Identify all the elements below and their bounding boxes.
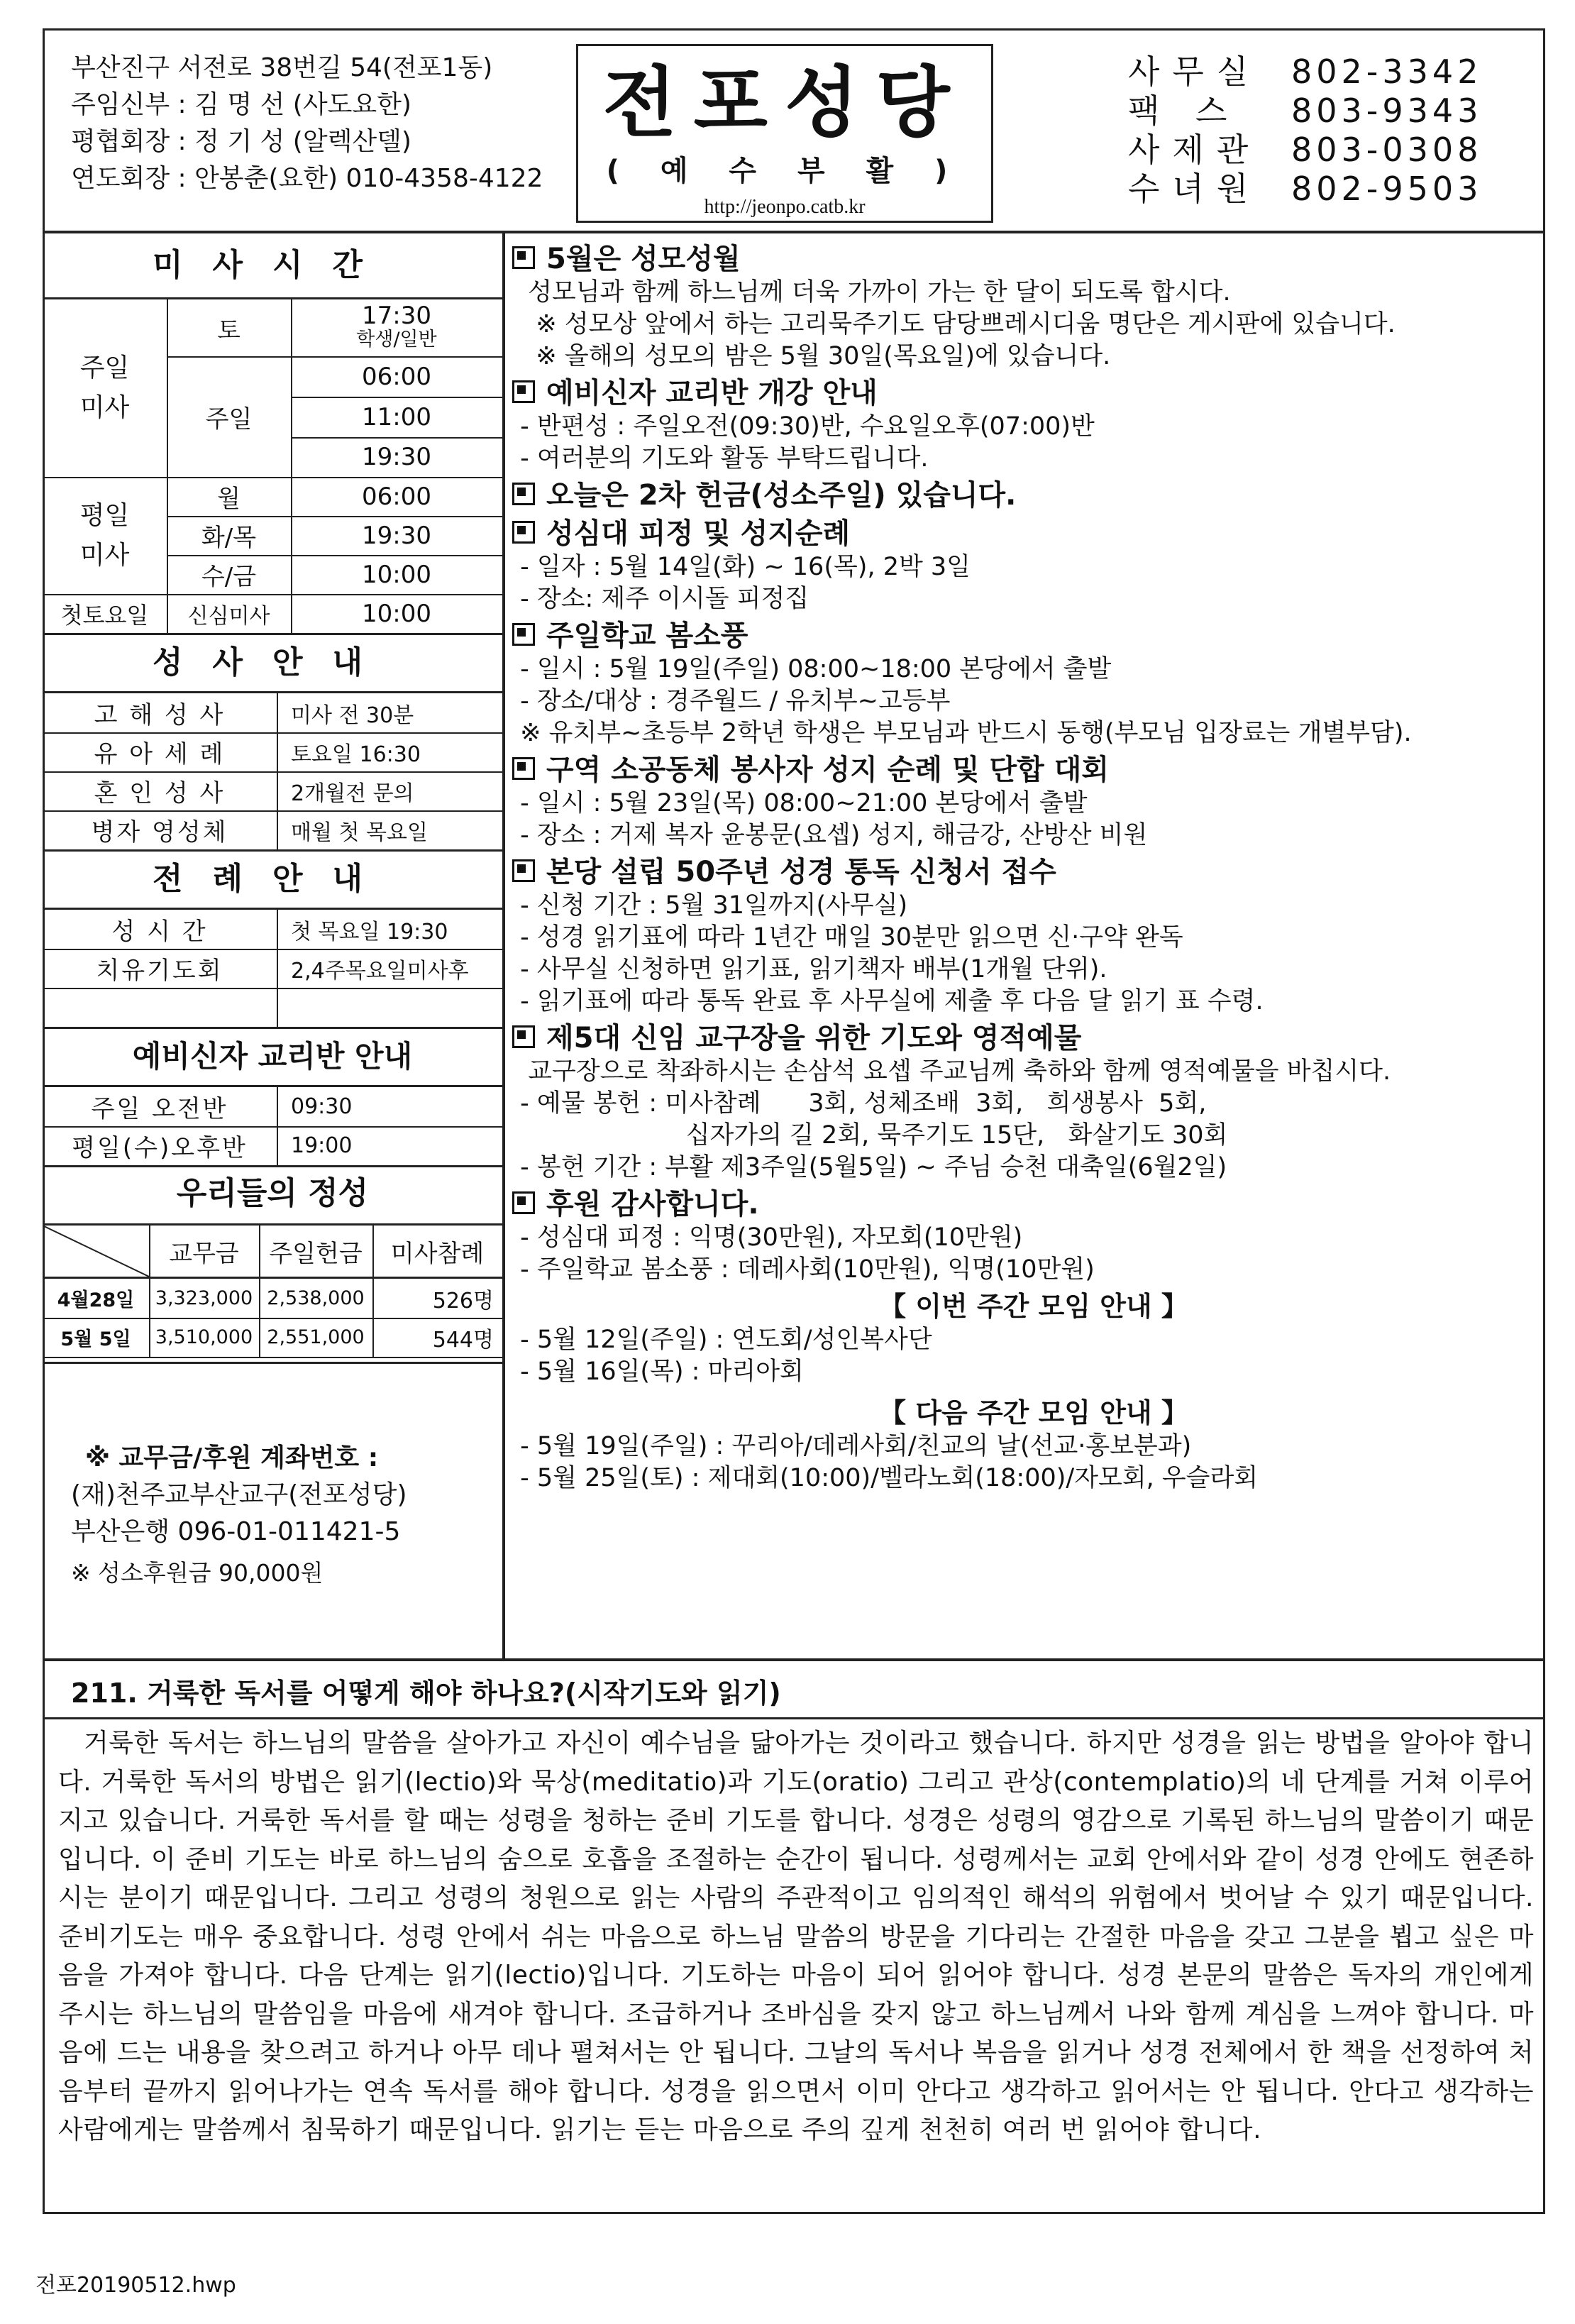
- essay-title-text: 211. 거룩한 독서를 어떻게 해야 하나요?(시작기도와 읽기): [71, 1678, 781, 1709]
- first-sat-type: 신심미사: [187, 603, 270, 629]
- notice-item: [512, 854, 1555, 1018]
- contact-number: 803-0308: [1291, 131, 1483, 169]
- offering-sunday: 2,538,000: [267, 1287, 365, 1309]
- this-week-meeting: - 5월 12일(주일) : 연도회/성인복사단: [512, 1326, 932, 1354]
- parish-title: 전포성당: [602, 58, 967, 148]
- sat-time-value: 17:30: [362, 302, 431, 330]
- offering-sunday: 2,551,000: [267, 1326, 365, 1348]
- sun-time-2: 11:00: [362, 402, 431, 431]
- contact-label: 팩 스: [1128, 92, 1240, 130]
- next-week-meeting: - 5월 25일(토) : 제대회(10:00)/벨라노회(18:00)/자모회, 우슬라회: [512, 1464, 1259, 1492]
- contact-label: 사제관: [1128, 131, 1261, 169]
- notice-heading: [512, 618, 1555, 654]
- col-divider: [372, 1226, 374, 1358]
- notice-title: 본당 설립 50주년 성경 통독 신청서 접수: [546, 856, 1056, 888]
- notice-heading: [512, 241, 1555, 277]
- weekday-mass-label: [43, 477, 167, 594]
- account-number: 부산은행 096-01-011421-5: [71, 1517, 401, 1546]
- square-bullet-icon: [512, 483, 535, 505]
- weekday-1-time: 06:00: [362, 482, 431, 511]
- next-week-meetings-title: 【 다음 주간 모임 안내 】: [879, 1397, 1188, 1428]
- row-value: 09:30: [291, 1094, 353, 1119]
- notice-item: [512, 478, 1555, 513]
- offering-date: 4월28일: [57, 1289, 135, 1311]
- notice-heading: [512, 478, 1555, 513]
- notice-item: [512, 618, 1555, 749]
- notice-heading: [512, 516, 1555, 551]
- col-divider: [259, 1226, 260, 1358]
- notice-line: - 장소: 제주 이시돌 피정집: [512, 585, 809, 613]
- council-president: 평협회장 : 정 기 성 (알렉산델): [71, 127, 411, 156]
- notice-line: - 신청 기간 : 5월 31일까지(사무실): [512, 891, 908, 920]
- notice-title: 후원 감사합니다.: [546, 1188, 759, 1221]
- row-divider: [43, 988, 502, 989]
- notice-heading: [512, 752, 1555, 788]
- contact-row: [1128, 53, 1482, 92]
- notice-line: - 장소 : 거제 복자 윤봉문(요셉) 성지, 해금강, 산방산 비원: [512, 821, 1148, 849]
- notice-heading: [512, 1186, 1555, 1222]
- col-divider: [277, 910, 278, 1027]
- square-bullet-icon: [512, 757, 535, 780]
- row-name: 평일(수)오후반: [72, 1134, 248, 1162]
- header-info: [71, 50, 543, 197]
- first-sat-label: 첫토요일: [60, 601, 149, 629]
- notice-line: - 반편성 : 주일오전(09:30)반, 수요일오후(07:00)반: [512, 412, 1095, 441]
- weekday-3-time: 10:00: [362, 560, 431, 589]
- contact-label: 사무실: [1128, 53, 1261, 91]
- diagonal-header-cell: [43, 1226, 149, 1277]
- sat-label: 토: [217, 316, 241, 345]
- notice-item: [512, 516, 1555, 615]
- row-name: 병자 영성체: [91, 818, 228, 847]
- essay-divider: [43, 1658, 1545, 1661]
- sacrament-table: [43, 693, 502, 849]
- address: 부산진구 서전로 38번길 54(전포1동): [71, 53, 493, 82]
- notice-title: 구역 소공동체 봉사자 성지 순례 및 단합 대회: [546, 754, 1109, 786]
- left-column: [43, 233, 502, 1658]
- col-divider: [277, 1087, 278, 1165]
- contact-row: [1128, 170, 1482, 209]
- pastor: 주임신부 : 김 명 선 (사도요한): [71, 90, 411, 119]
- notice-line: - 봉헌 기간 : 부활 제3주일(5월5일) ~ 주님 승천 대축일(6월2일): [512, 1153, 1227, 1182]
- row-value: 첫 목요일 19:30: [291, 919, 448, 945]
- this-week-meeting: - 5월 16일(목) : 마리아회: [512, 1357, 804, 1386]
- weekday-1-day: 월: [217, 485, 241, 513]
- liturgy-title: 전례안내: [152, 861, 392, 897]
- row-divider: [43, 1126, 502, 1128]
- notice-line: ※ 성모상 앞에서 하는 고리묵주기도 담당쁘레시디움 명단은 게시판에 있습니다.: [512, 310, 1396, 338]
- square-bullet-icon: [512, 1191, 535, 1214]
- row-value: 2개월전 문의: [291, 781, 414, 806]
- notice-title: 5월은 성모성월: [546, 243, 741, 275]
- notice-line: - 예물 봉헌 : 미사참례 3회, 성체조배 3회, 희생봉사 5회,: [512, 1089, 1207, 1118]
- square-bullet-icon: [512, 1025, 535, 1048]
- row-value: 2,4주목요일미사후: [291, 958, 469, 984]
- notice-line: - 주일학교 봄소풍 : 데레사회(10만원), 익명(10만원): [512, 1255, 1095, 1284]
- weekday-mass-label-text: 평일 미사: [79, 500, 130, 570]
- notice-item: [512, 375, 1555, 475]
- notice-item: [512, 241, 1555, 373]
- notice-line: - 여러분의 기도와 활동 부탁드립니다.: [512, 444, 929, 473]
- row-divider: [43, 771, 502, 773]
- notice-line: - 사무실 신청하면 읽기표, 읽기책자 배부(1개월 단위).: [512, 955, 1107, 984]
- contact-list: [1128, 53, 1482, 209]
- sun-time-1: 06:00: [362, 362, 431, 391]
- notice-line: - 일자 : 5월 14일(화) ~ 16(목), 2박 3일: [512, 553, 971, 581]
- next-week-meeting: - 5월 19일(주일) : 꾸리아/데레사회/친교의 날(선교·홍보분과): [512, 1432, 1192, 1460]
- notice-column: [512, 241, 1555, 1494]
- row-name: 고 해 성 사: [94, 701, 226, 729]
- contact-row: [1128, 92, 1482, 131]
- account-info: [71, 1440, 497, 1592]
- liturgy-table: [43, 910, 502, 1027]
- square-bullet-icon: [512, 623, 535, 646]
- notice-line: - 장소/대상 : 경주월드 / 유치부~고등부: [512, 687, 951, 715]
- essay-title: [71, 1671, 1532, 1710]
- row-value: 19:00: [291, 1133, 353, 1158]
- account-title: ※ 교무금/후원 계좌번호 :: [85, 1443, 379, 1472]
- weekday-2-day: 화/목: [201, 524, 257, 552]
- account-org: (재)천주교부산교구(전포성당): [71, 1480, 407, 1509]
- row-divider: [43, 1357, 502, 1358]
- offering-date: 5월 5일: [60, 1328, 131, 1350]
- offering-table: [43, 1226, 502, 1362]
- vocation-note: ※ 성소후원금 90,000원: [71, 1559, 324, 1587]
- notice-title: 주일학교 봄소풍: [546, 619, 748, 652]
- column-divider: [502, 233, 505, 1660]
- sunday-mass-label-text: 주일 미사: [79, 353, 130, 422]
- row-divider: [43, 1318, 502, 1319]
- weekday-2-time: 19:30: [362, 521, 431, 550]
- row-value: 매월 첫 목요일: [291, 820, 428, 845]
- row-divider: [43, 810, 502, 812]
- row-name: 유 아 세 례: [94, 740, 226, 769]
- contact-number: 803-9343: [1291, 92, 1483, 130]
- catechumen-title: 예비신자 교리반 안내: [132, 1039, 413, 1074]
- row-name: 치유기도회: [96, 957, 223, 985]
- notice-title: 오늘은 2차 헌금(성소주일) 있습니다.: [546, 479, 1017, 512]
- first-sat-time: 10:00: [362, 599, 431, 628]
- offering-attendance: 544명: [432, 1327, 494, 1353]
- offering-dues: 3,510,000: [155, 1326, 253, 1348]
- notice-title: 제5대 신임 교구장을 위한 기도와 영적예물: [546, 1022, 1082, 1054]
- notice-line: 십자가의 길 2회, 묵주기도 15단, 화살기도 30회: [512, 1121, 1228, 1150]
- sun-time-3: 19:30: [362, 443, 431, 471]
- essay-title-divider: [43, 1717, 1545, 1719]
- notice-heading: [512, 854, 1555, 890]
- row-divider: [43, 732, 502, 734]
- row-value: 토요일 16:30: [291, 742, 421, 767]
- notice-line: - 일시 : 5월 23일(목) 08:00~21:00 본당에서 출발: [512, 789, 1088, 817]
- weekday-3-day: 수/금: [201, 563, 257, 591]
- col-divider: [149, 1226, 150, 1358]
- sat-time: [291, 299, 502, 356]
- notice-title: 성심대 피정 및 성지순례: [546, 517, 851, 550]
- row-name: 혼 인 성 사: [94, 779, 226, 808]
- notice-title: 예비신자 교리반 개강 안내: [546, 377, 878, 409]
- offering-dues: 3,323,000: [155, 1287, 253, 1309]
- notice-line: 교구장으로 착좌하시는 손삼석 요셉 주교님께 축하와 함께 영적예물을 바칩시다.: [512, 1057, 1391, 1086]
- col-divider: [277, 693, 278, 849]
- this-week-meetings-title: 【 이번 주간 모임 안내 】: [879, 1291, 1188, 1322]
- square-bullet-icon: [512, 521, 535, 544]
- offering-header: 미사참례: [390, 1239, 485, 1268]
- yeondo-president: 연도회장 : 안봉춘(요한) 010-4358-4122: [71, 164, 543, 193]
- square-bullet-icon: [512, 246, 535, 269]
- contact-row: [1128, 131, 1482, 170]
- offering-header: 교무금: [169, 1239, 239, 1268]
- notice-line: ※ 올해의 성모의 밤은 5월 30일(목요일)에 있습니다.: [512, 342, 1111, 370]
- notice-line: - 읽기표에 따라 통독 완료 후 사무실에 제출 후 다음 달 읽기 표 수령.: [512, 987, 1264, 1015]
- notice-item: [512, 1020, 1555, 1184]
- notice-line: - 일시 : 5월 19일(주일) 08:00~18:00 본당에서 출발: [512, 655, 1112, 683]
- square-bullet-icon: [512, 859, 535, 882]
- notice-item: [512, 752, 1555, 852]
- parish-url[interactable]: http://jeonpo.catb.kr: [704, 196, 866, 218]
- offering-attendance: 526명: [432, 1288, 494, 1314]
- notice-line: 성모님과 함께 하느님께 더욱 가까이 가는 한 달이 되도록 합시다.: [512, 278, 1231, 307]
- row-name: 주일 오전반: [91, 1095, 228, 1123]
- footer-filename: 전포20190512.hwp: [35, 2273, 236, 2298]
- offering-title: 우리들의 정성: [176, 1175, 369, 1211]
- notice-heading: [512, 375, 1555, 411]
- sunday-mass-label: [43, 299, 167, 477]
- sat-time-note: 학생/일반: [356, 329, 437, 351]
- notice-line: ※ 유치부~초등부 2학년 학생은 부모님과 반드시 동행(부모님 입장료는 개별부담).: [512, 719, 1412, 747]
- notice-line: - 성경 읽기표에 따라 1년간 매일 30분만 읽으면 신·구약 완독: [512, 923, 1183, 952]
- liturgical-season: ( 예 수 부 활 ): [606, 155, 963, 187]
- notice-line: - 성심대 피정 : 익명(30만원), 자모회(10만원): [512, 1223, 1023, 1252]
- contact-number: 802-3342: [1291, 53, 1483, 91]
- notice-heading: [512, 1020, 1555, 1056]
- notice-item: [512, 1186, 1555, 1286]
- offering-header: 주일헌금: [269, 1239, 363, 1268]
- contact-label: 수녀원: [1128, 170, 1261, 208]
- title-box: [576, 44, 993, 223]
- row-value: 미사 전 30분: [291, 703, 414, 728]
- mass-title: 미사시간: [152, 247, 392, 283]
- row-name: 성 시 간: [111, 918, 208, 946]
- row-divider: [43, 949, 502, 950]
- sun-label: 주일: [205, 404, 253, 434]
- sacrament-title: 성사안내: [152, 644, 392, 681]
- catechumen-table: [43, 1087, 502, 1165]
- square-bullet-icon: [512, 380, 535, 403]
- contact-number: 802-9503: [1291, 170, 1483, 208]
- essay-body: 거룩한 독서는 하느님의 말씀을 살아가고 자신이 예수님을 닮아가는 것이라고 했습니다. 하지만 성경을 읽는 방법을 알아야 합니다. 거룩한 독서의 방법은 읽기(lectio)와 묵상(meditatio)과 기도(oratio) 그리고 관상(contemplatio)의 네 단계를 거쳐 이루어지고 있습니다. 거룩한 독서를 할 때는 성령을 청하는 준비 기도를 합니다. 성경은 성령의 영감으로 기록된 하느님의 말씀이기 때문입니다. 이 준비 기도는 바로 하느님의 숨으로 호흡을 조절하는 순간이 됩니다. 성령께서는 교회 안에서와 같이 성경 안에도 현존하시는 분이기 때문입니다. 그리고 성령의 청원으로 읽는 사람의 주관적이고 임의적인 해석의 위험에서 벗어날 수 있기 때문입니다. 준비기도는 매우 중요합니다. 성령 안에서 쉬는 마음으로 하느님 말씀의 방문을 기다리는 간절한 마음을 갖고 그분을 뵙고 싶은 마음을 가져야 합니다. 다음 단계는 읽기(lectio)입니다. 기도하는 마음이 되어 읽어야 합니다. 성경 본문의 말씀은 독자의 개인에게 주시는 하느님의 말씀임을 마음에 새겨야 합니다. 조급하거나 조바심을 갖지 않고 하느님께서 나와 함께 계심을 느껴야 합니다. 마음에 드는 내용을 찾으려고 하거나 아무 데나 펼쳐서는 안 됩니다. 그날의 독서나 복음을 읽거나 성경 전체에서 한 책을 선정하여 처음부터 끝까지 읽어나가는 연속 독서를 해야 합니다. 성경을 읽으면서 이미 안다고 생각하고 읽어서는 안 됩니다. 안다고 생각하는 사람에게는 말씀께서 침묵하기 때문입니다. 읽기는 듣는 마음으로 주의 깊게 천천히 여러 번 읽어야 합니다.: [58, 1729, 1534, 2144]
